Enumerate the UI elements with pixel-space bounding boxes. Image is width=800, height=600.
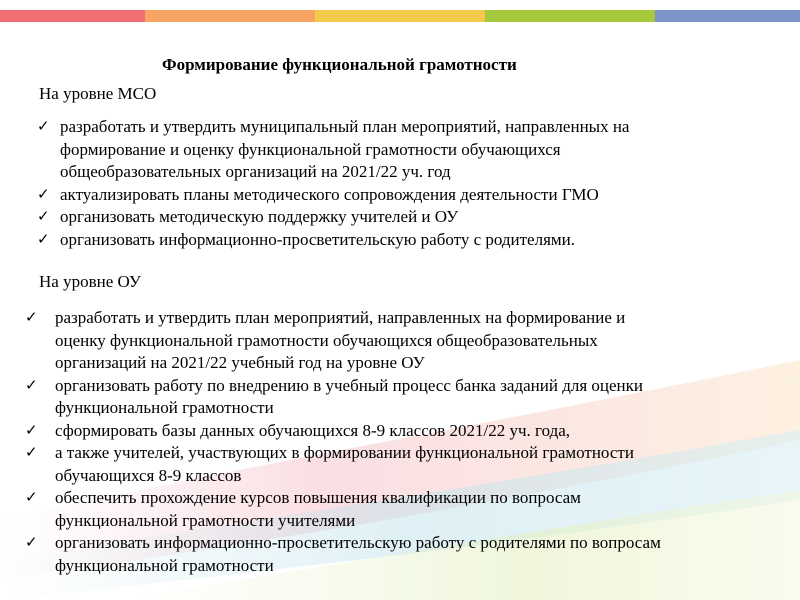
list-item-text-line: разработать и утвердить муниципальный план мероприятий, направленных на (60, 117, 630, 136)
list-item (34, 229, 629, 252)
checkmark-icon: ✓ (25, 377, 38, 394)
list-item (34, 206, 629, 229)
list-item-text-line: организаций на 2021/22 учебный год на уровне ОУ (55, 353, 425, 372)
list-item (22, 487, 661, 532)
stripe-segment (145, 10, 315, 22)
checkmark-icon: ✓ (37, 119, 50, 135)
list-item-text-line: разработать и утвердить план мероприятий, направленных на формирование и (55, 308, 626, 327)
mso-task-list (34, 116, 629, 251)
checkmark-icon: ✓ (37, 209, 50, 225)
list-item (34, 116, 629, 184)
section-heading-mso: На уровне МСО (39, 84, 157, 103)
list-item-text-line: функциональной грамотности (55, 398, 274, 417)
checkmark-icon: ✓ (25, 310, 38, 326)
list-item-text-line: обучающихся 8-9 классов (55, 465, 242, 485)
stripe-segment (655, 10, 800, 22)
list-item-text-line: сформировать базы данных обучающихся 8-9 классов 2021/22 уч. года, (55, 420, 571, 440)
stripe-segment (485, 10, 655, 22)
checkmark-icon: ✓ (37, 231, 50, 248)
list-item-text-line: формирование и оценку функциональной грамотности обучающихся (60, 139, 561, 159)
checkmark-icon: ✓ (37, 186, 50, 203)
list-item (22, 420, 661, 443)
section-heading-ou: На уровне ОУ (39, 272, 141, 291)
list-item (22, 532, 661, 577)
list-item-text-line: организовать методическую поддержку учителей и ОУ (60, 207, 459, 226)
checkmark-icon: ✓ (25, 445, 38, 461)
list-item (34, 184, 629, 207)
slide-title: Формирование функциональной грамотности (162, 55, 517, 74)
list-item-text-line: общеобразовательных организаций на 2021/22 уч. год (60, 162, 451, 181)
ou-task-list (22, 307, 661, 577)
list-item-text-line: а также учителей, участвующих в формировании функциональной грамотности (55, 443, 634, 462)
list-item-text-line: актуализировать планы методического сопровождения деятельности ГМО (60, 184, 599, 204)
list-item (22, 375, 661, 420)
list-item-text-line: оценку функциональной грамотности обучающихся общеобразовательных (55, 330, 598, 350)
list-item-text-line: обеспечить прохождение курсов повышения квалификации по вопросам (55, 488, 581, 507)
list-item-text-line: организовать информационно-просветительскую работу с родителями. (60, 229, 576, 249)
list-item (22, 307, 661, 375)
top-color-stripe (0, 10, 800, 22)
stripe-segment (315, 10, 485, 22)
list-item-text-line: функциональной грамотности учителями (55, 510, 356, 530)
stripe-segment (0, 10, 145, 22)
list-item-text-line: организовать работу по внедрению в учебный процесс банка заданий для оценки (55, 375, 644, 395)
list-item-text-line: организовать информационно-просветительскую работу с родителями по вопросам (55, 533, 661, 552)
list-item-text-line: функциональной грамотности (55, 555, 274, 575)
checkmark-icon: ✓ (25, 535, 38, 551)
checkmark-icon: ✓ (25, 490, 38, 506)
list-item (22, 442, 661, 487)
checkmark-icon: ✓ (25, 422, 38, 439)
